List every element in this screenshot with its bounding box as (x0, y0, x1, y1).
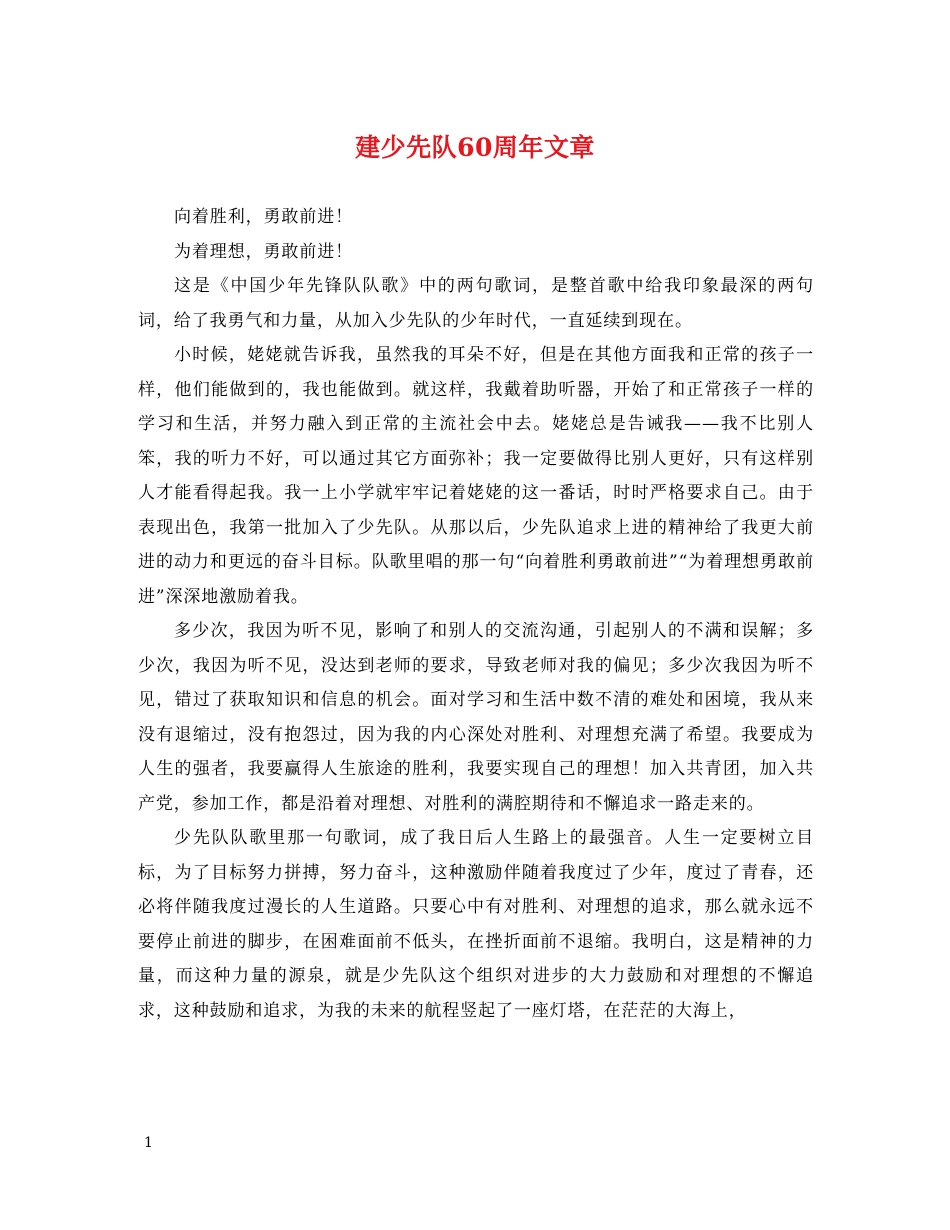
paragraph: 这是《中国少年先锋队队歌》中的两句歌词，是整首歌中给我印象最深的两句词，给了我勇气和力量，从加入少先队的少年时代，一直延续到现在。 (138, 276, 814, 331)
document-body (138, 200, 814, 1028)
paragraph: 少先队队歌里那一句歌词，成了我日后人生路上的最强音。人生一定要树立目标，为了目标努力拼搏，努力奋斗，这种激励伴随着我度过了少年，度过了青春，还必将伴随我度过漫长的人生道路。只要心中有对胜利、对理想的追求，那么就永远不要停止前进的脚步，在困难面前不低头，在挫折面前不退缩。我明白，这是精神的力量，而这种力量的源泉，就是少先队这个组织对进步的大力鼓励和对理想的不懈追求，这种鼓励和追求，为我的未来的航程竖起了一座灯塔，在茫茫的大海上， (138, 828, 814, 1021)
paragraph: 为着理想，勇敢前进！ (174, 241, 353, 262)
paragraph: 向着胜利，勇敢前进！ (174, 207, 353, 227)
page-number: 1 (144, 1135, 153, 1151)
document-title: 建少先队60周年文章 (355, 133, 595, 162)
paragraph: 多少次，我因为听不见，影响了和别人的交流沟通，引起别人的不满和误解；多少次，我因为听不见，没达到老师的要求，导致老师对我的偏见；多少次我因为听不见，错过了获取知识和信息的机会。面对学习和生活中数不清的难处和困境，我从来没有退缩过，没有抱怨过，因为我的内心深处对胜利、对理想充满了希望。我要成为人生的强者，我要赢得人生旅途的胜利，我要实现自己的理想！加入共青团，加入共产党，参加工作，都是沿着对理想、对胜利的满腔期待和不懈追求一路走来的。 (138, 621, 814, 814)
paragraph: 小时候，姥姥就告诉我，虽然我的耳朵不好，但是在其他方面我和正常的孩子一样，他们能做到的，我也能做到。就这样，我戴着助听器，开始了和正常孩子一样的学习和生活，并努力融入到正常的主流社会中去。姥姥总是告诫我——我不比别人笨，我的听力不好，可以通过其它方面弥补；我一定要做得比别人更好，只有这样别人才能看得起我。我一上小学就牢牢记着姥姥的这一番话，时时严格要求自己。由于表现出色，我第一批加入了少先队。从那以后，少先队追求上进的精神给了我更大前进的动力和更远的奋斗目标。队歌里唱的那一句“向着胜利勇敢前进”“为着理想勇敢前进”深深地激励着我。 (138, 345, 814, 607)
